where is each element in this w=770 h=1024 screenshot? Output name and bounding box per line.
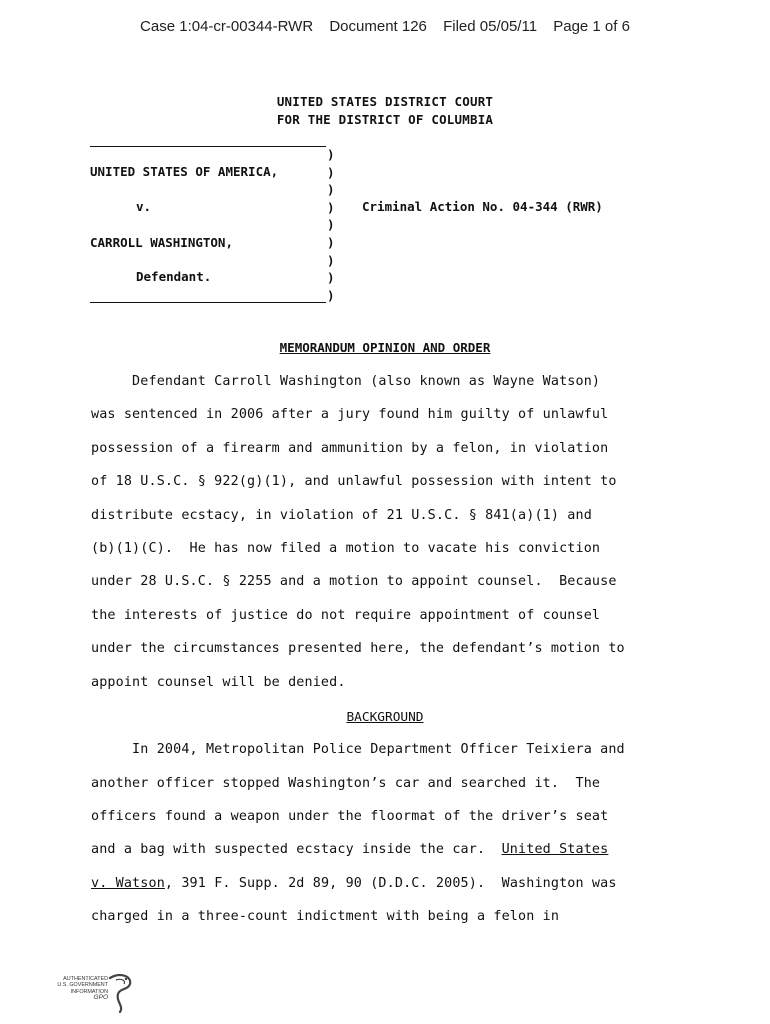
background-line: In 2004, Metropolitan Police Department Officer Teixiera and bbox=[91, 742, 625, 757]
section-heading-background: BACKGROUND bbox=[346, 710, 424, 725]
gpo-seal-text: AUTHENTICATED U.S. GOVERNMENT INFORMATION GPO bbox=[57, 976, 108, 1002]
document-number: Document 126 bbox=[329, 18, 427, 35]
case-citation-name: United States bbox=[501, 842, 609, 857]
intro-line: appoint counsel will be denied. bbox=[91, 675, 346, 690]
eagle-icon bbox=[102, 972, 136, 1016]
intro-line: of 18 U.S.C. § 922(g)(1), and unlawful possession with intent to bbox=[91, 474, 617, 489]
page-indicator: Page 1 of 6 bbox=[553, 18, 630, 35]
caption-versus: v. bbox=[136, 199, 152, 214]
intro-line: under the circumstances presented here, the defendant’s motion to bbox=[91, 641, 625, 656]
case-citation-name: v. Watson bbox=[91, 876, 165, 891]
intro-line: was sentenced in 2006 after a jury found him guilty of unlawful bbox=[91, 407, 609, 422]
caption-action-number: Criminal Action No. 04-344 (RWR) bbox=[362, 199, 603, 214]
caption-defendant-name: CARROLL WASHINGTON, bbox=[90, 235, 233, 250]
caption-bottom-rule bbox=[90, 302, 326, 303]
citation-pre: and a bag with suspected ecstacy inside the car. bbox=[91, 842, 502, 857]
court-name-line2: FOR THE DISTRICT OF COLUMBIA bbox=[276, 112, 494, 127]
court-name-line1: UNITED STATES DISTRICT COURT bbox=[276, 94, 494, 109]
citation-line-1 bbox=[91, 842, 608, 857]
document-title: MEMORANDUM OPINION AND ORDER bbox=[279, 340, 491, 355]
intro-line: the interests of justice do not require appointment of counsel bbox=[91, 608, 601, 623]
intro-line: distribute ecstacy, in violation of 21 U.S.C. § 841(a)(1) and bbox=[91, 508, 592, 523]
gpo-authentication-seal bbox=[44, 972, 134, 1016]
background-line: charged in a three-count indictment with being a felon in bbox=[91, 909, 560, 924]
case-number: Case 1:04-cr-00344-RWR bbox=[140, 18, 314, 35]
citation-post: , 391 F. Supp. 2d 89, 90 (D.D.C. 2005). Washington was bbox=[164, 876, 617, 891]
filed-date: Filed 05/05/11 bbox=[443, 18, 538, 35]
caption-plaintiff: UNITED STATES OF AMERICA, bbox=[90, 164, 279, 179]
intro-line: possession of a firearm and ammunition by a felon, in violation bbox=[91, 441, 609, 456]
citation-line-2 bbox=[91, 876, 617, 891]
background-line: another officer stopped Washington’s car and searched it. The bbox=[91, 776, 601, 791]
caption-paren-column: ) ) ) ) ) ) ) ) ) bbox=[327, 147, 335, 303]
caption-top-rule bbox=[90, 146, 326, 147]
intro-line: (b)(1)(C). He has now filed a motion to vacate his conviction bbox=[91, 541, 601, 556]
background-line: officers found a weapon under the floormat of the driver’s seat bbox=[91, 809, 609, 824]
ecf-header bbox=[0, 18, 770, 35]
intro-line: Defendant Carroll Washington (also known as Wayne Watson) bbox=[91, 374, 601, 389]
caption-defendant-role: Defendant. bbox=[136, 269, 212, 284]
intro-line: under 28 U.S.C. § 2255 and a motion to appoint counsel. Because bbox=[91, 574, 617, 589]
